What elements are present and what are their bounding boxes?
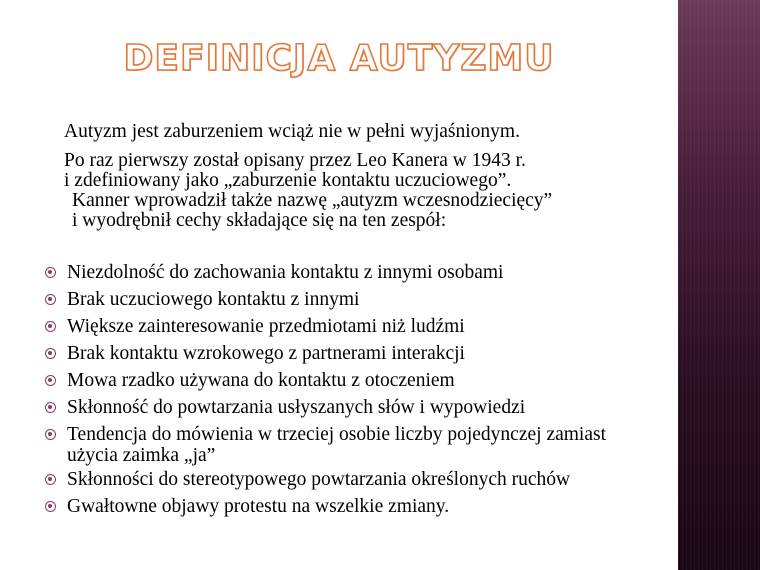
intro-line: Autyzm jest zaburzeniem wciąż nie w pełni wyjaśnionym. — [64, 121, 520, 142]
bullet-text: Niezdolność do zachowania kontaktu z innymi osobami — [67, 262, 504, 283]
circle-dot-icon — [45, 402, 56, 413]
bullet-text: Skłonności do stereotypowego powtarzania określonych ruchów — [67, 469, 571, 490]
circle-dot-icon — [45, 267, 56, 278]
intro-line: i wyodrębnił cechy składające się na ten zespół: — [72, 210, 447, 231]
slide-title: DEFINICJA AUTYZMU — [123, 38, 555, 79]
circle-dot-icon — [45, 375, 56, 386]
bullet-text: Brak kontaktu wzrokowego z partnerami interakcji — [67, 343, 465, 364]
circle-dot-icon — [45, 294, 56, 305]
circle-dot-icon — [45, 348, 56, 359]
bullet-text: Brak uczuciowego kontaktu z innymi — [67, 289, 360, 310]
circle-dot-icon — [45, 501, 56, 512]
bullet-text: Gwałtowne objawy protestu na wszelkie zmiany. — [67, 496, 450, 517]
decorative-sidebar — [678, 0, 760, 570]
circle-dot-icon — [45, 429, 56, 440]
bullet-text: Tendencja do mówienia w trzeciej osobie liczby pojedynczej zamiast użycia zaimka „ja” — [67, 424, 607, 466]
circle-dot-icon — [45, 321, 56, 332]
circle-dot-icon — [45, 474, 56, 485]
intro-line: Po raz pierwszy został opisany przez Leo Kanera w 1943 r. — [64, 150, 526, 171]
bullet-text: Mowa rzadko używana do kontaktu z otoczeniem — [67, 370, 455, 391]
intro-line: i zdefiniowany jako „zaburzenie kontaktu uczuciowego”. — [64, 170, 512, 191]
bullet-text: Skłonność do powtarzania usłyszanych słów i wypowiedzi — [67, 397, 526, 418]
bullet-text: Większe zainteresowanie przedmiotami niż ludźmi — [67, 316, 465, 337]
intro-line: Kanner wprowadził także nazwę „autyzm wczesnodziecięcy” — [72, 190, 553, 211]
